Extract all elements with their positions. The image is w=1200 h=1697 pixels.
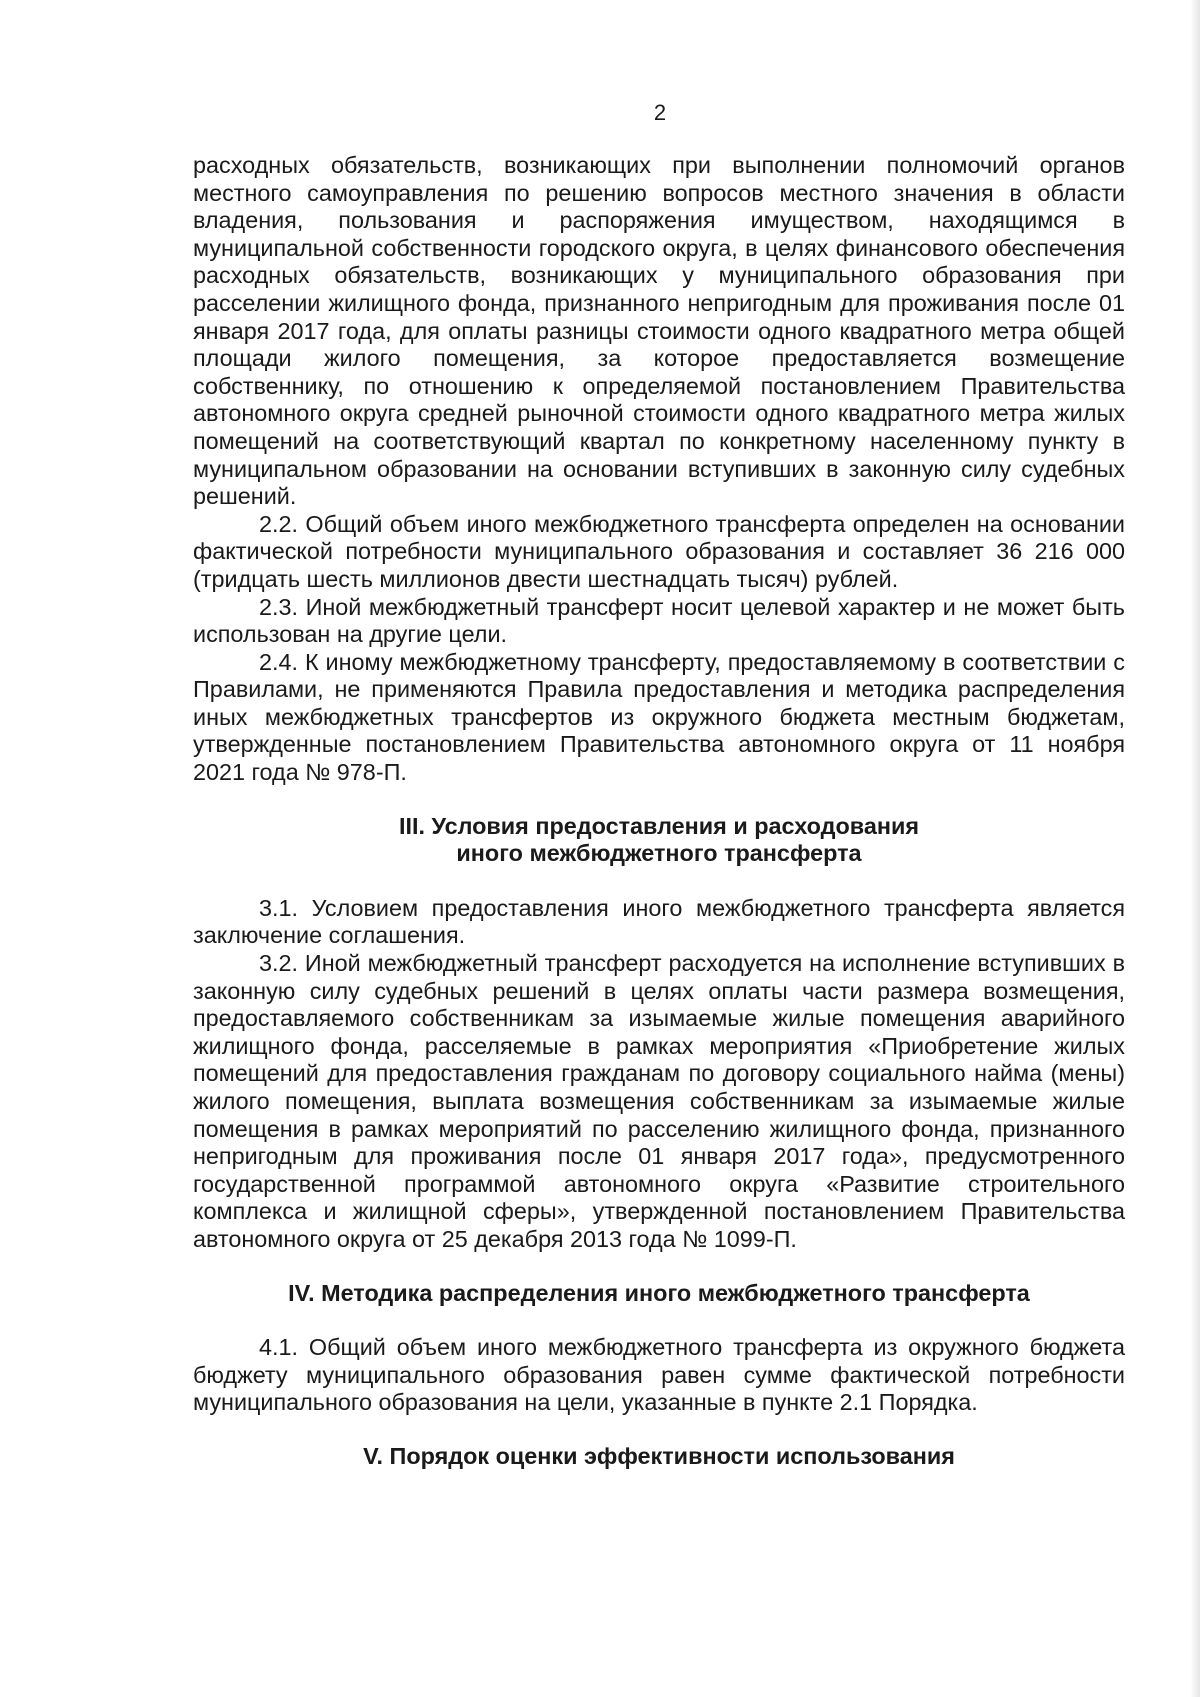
paragraph-3-1: 3.1. Условием предоставления иного межбюджетного трансферта является заключение соглашения. [193,894,1125,949]
page-number: 2 [653,100,667,125]
section-4-heading: IV. Методика распределения иного межбюджетного трансферта [288,1279,1030,1306]
paragraph-4-1: 4.1. Общий объем иного межбюджетного трансферта из окружного бюджета бюджету муниципального образования равен сумме фактической потребности муниципального образования на цели, указанные в пункте 2.1 Порядка. [193,1334,1125,1416]
page-edge-shadow [1190,0,1200,1697]
section-3-heading [193,813,1125,868]
paragraph-2-2: 2.2. Общий объем иного межбюджетного трансферта определен на основании фактической потребности муниципального образования и составляет 36 216 000 (тридцать шесть миллионов двести шестнадцать тысяч) рублей. [193,510,1125,592]
paragraph-2-3: 2.3. Иной межбюджетный трансферт носит целевой характер и не может быть использован на другие цели. [193,593,1125,648]
section-5-heading: V. Порядок оценки эффективности использования [363,1442,955,1469]
paragraph-2-4: 2.4. К иному межбюджетному трансферту, предоставляемому в соответствии с Правилами, не применяются Правила предоставления и методика распределения иных межбюджетных трансфертов из окружного бюджета местным бюджетам, утвержденные постановлением Правительства автономного округа от 11 ноября 2021 года № 978-П. [193,648,1125,786]
paragraph-3-2: 3.2. Иной межбюджетный трансферт расходуется на исполнение вступивших в законную силу судебных решений в целях оплаты части размера возмещения, предоставляемого собственникам за изымаемые жилые помещения аварийного жилищного фонда, расселяемые в рамках мероприятия «Приобретение жилых помещений для предоставления гражданам по договору социального найма (мены) жилого помещения, выплата возмещения собственникам за изымаемые жилые помещения в рамках мероприятий по расселению жилищного фонда, признанного непригодным для проживания после 01 января 2017 года», предусмотренного государственной программой автономного округа «Развитие строительного комплекса и жилищной сферы», утвержденной постановлением Правительства автономного округа от 25 декабря 2013 года № 1099-П. [193,950,1125,1252]
section-3-heading-line2: иного межбюджетного трансферта [456,840,862,867]
document-body [193,152,1125,1471]
paragraph-2-1-continuation: расходных обязательств, возникающих при выполнении полномочий органов местного самоуправления по решению вопросов местного значения в области владения, пользования и распоряжения имуществом, находящимся в муниципальной собственности городского округа, в целях финансового обеспечения расходных обязательств, возникающих у муниципального образования при расселении жилищного фонда, признанного непригодным для проживания после 01 января 2017 года, для оплаты разницы стоимости одного квадратного метра общей площади жилого помещения, за которое предоставляется возмещение собственнику, по отношению к определяемой постановлением Правительства автономного округа средней рыночной стоимости одного квадратного метра жилых помещений на соответствующий квартал по конкретному населенному пункту в муниципальном образовании на основании вступивших в законную силу судебных решений. [193,152,1125,510]
section-3-heading-line1: III. Условия предоставления и расходования [399,812,919,839]
